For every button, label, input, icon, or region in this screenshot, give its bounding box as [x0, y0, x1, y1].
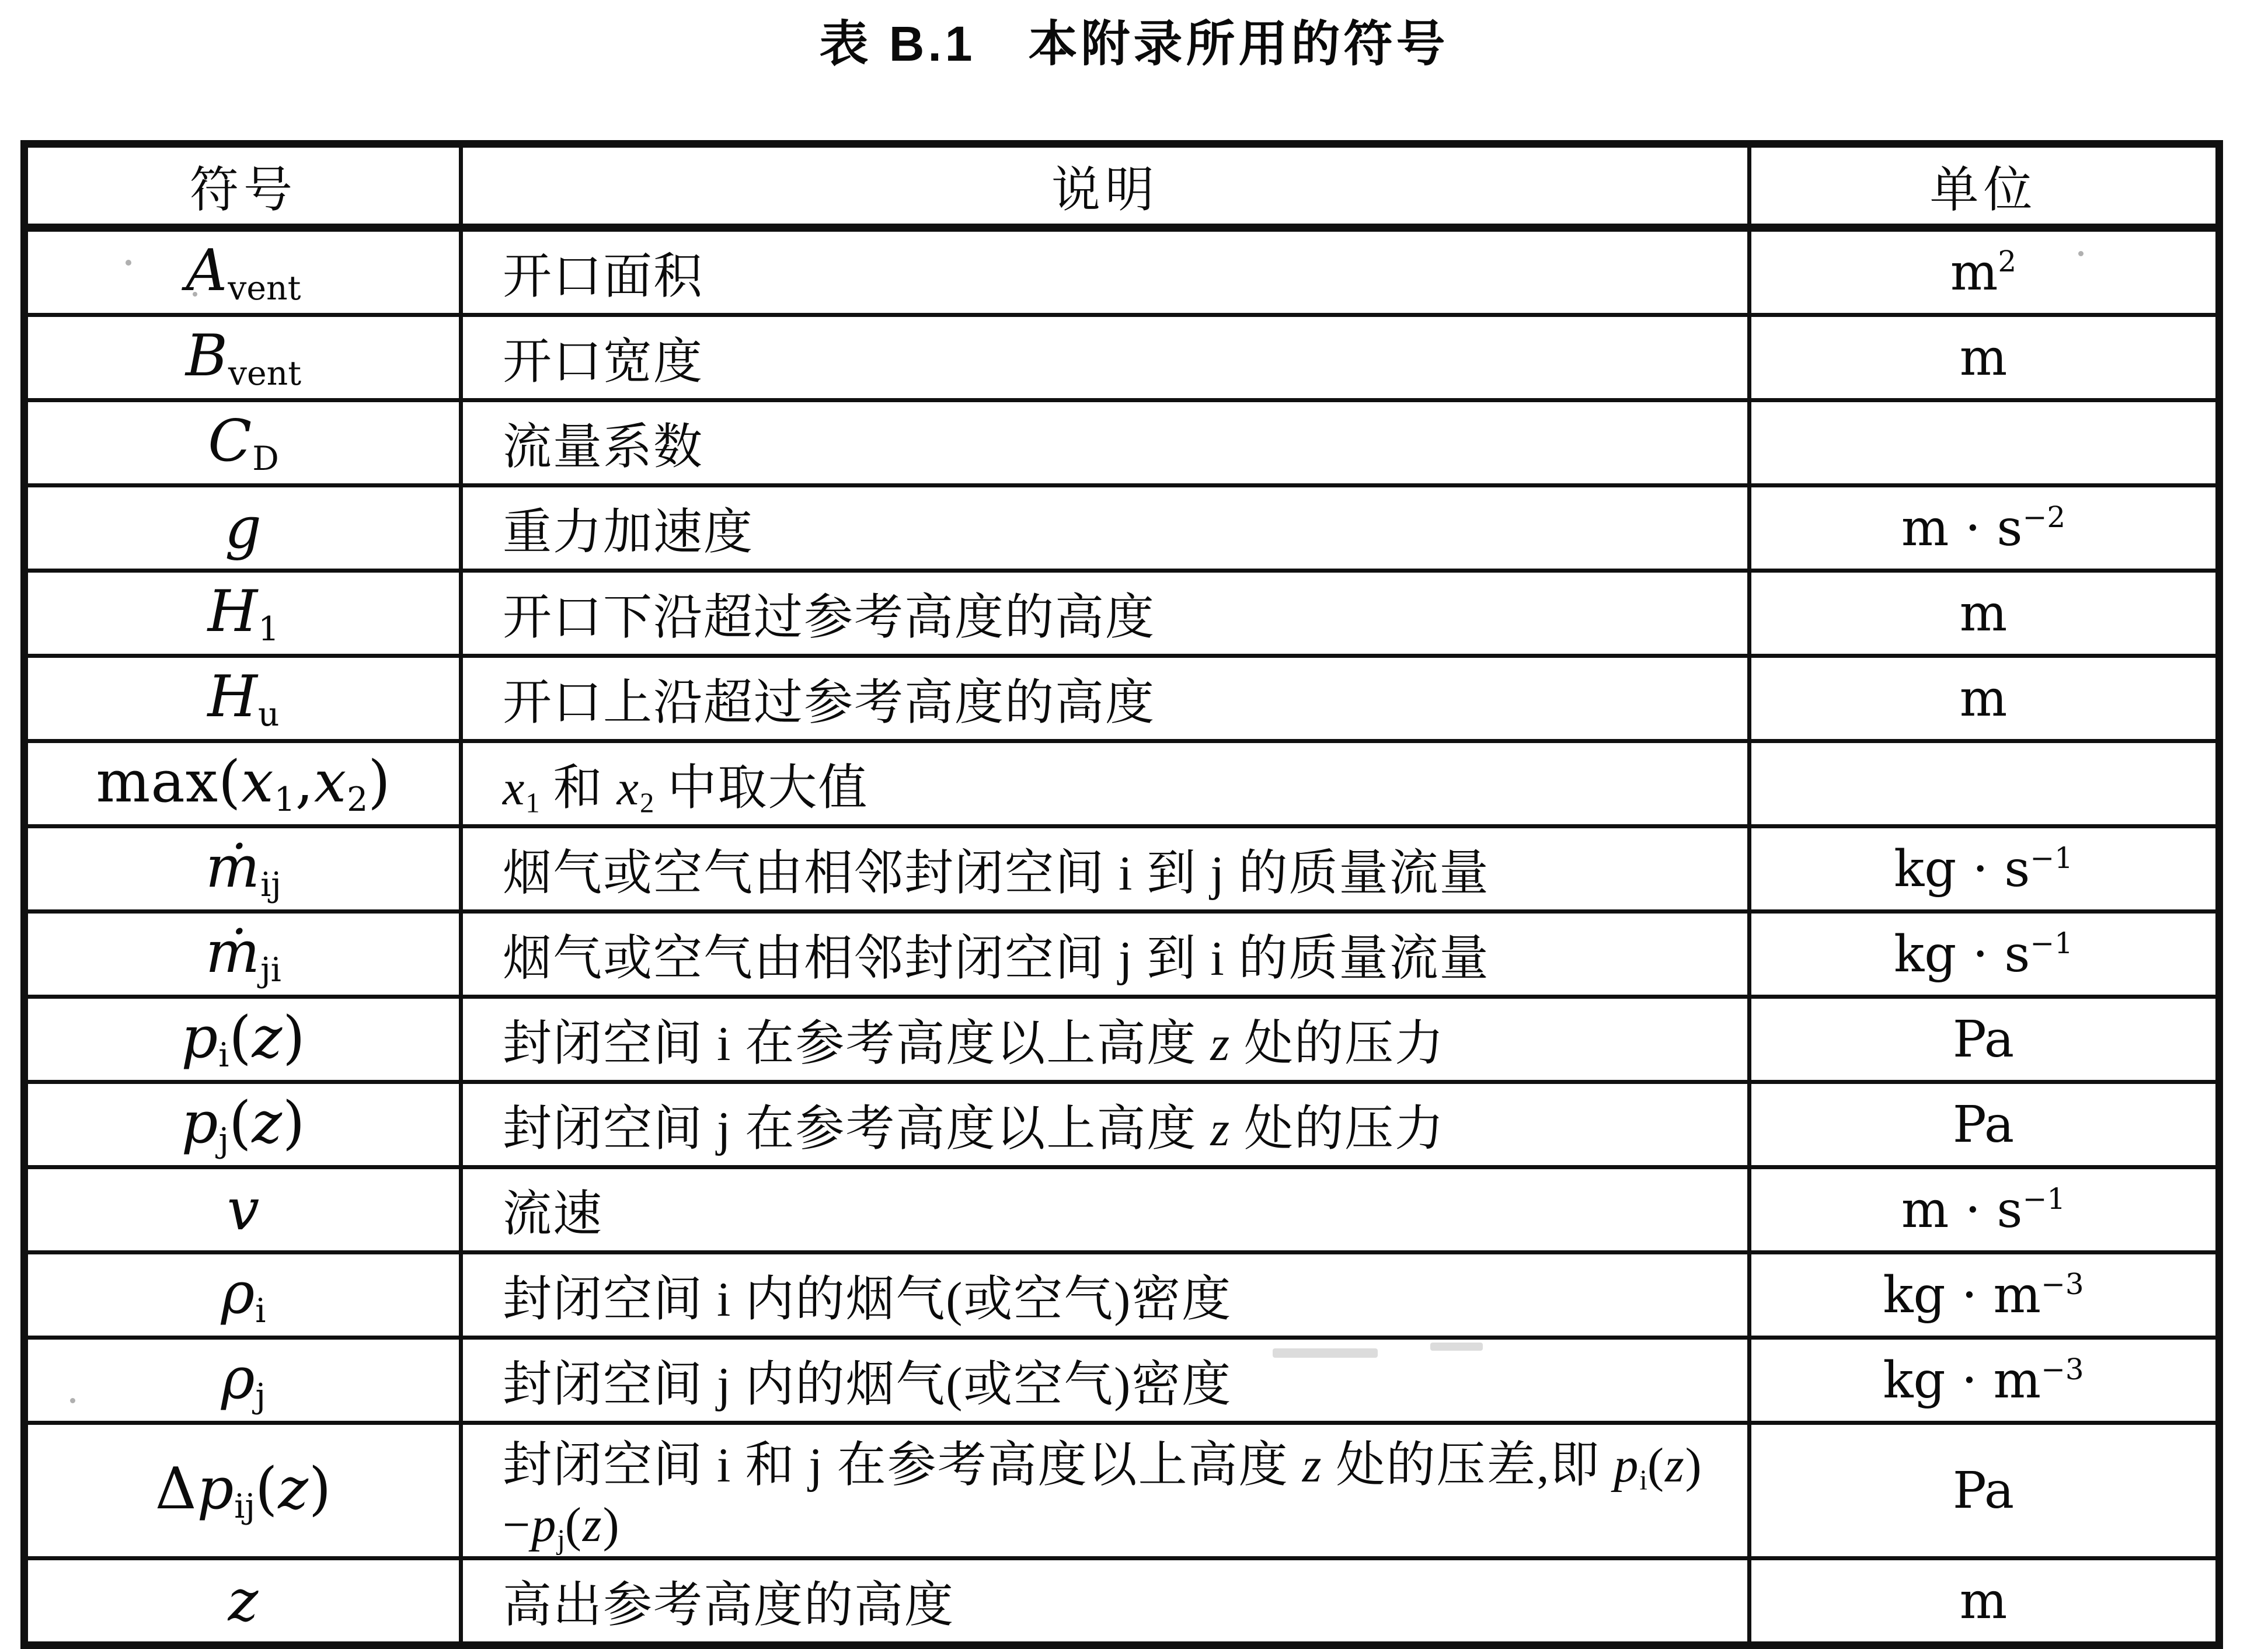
- header-row: [25, 144, 2220, 228]
- symbol-cell: pj(z): [25, 1082, 461, 1167]
- description-cell: 流量系数: [461, 400, 1750, 486]
- unit-cell: m: [1750, 315, 2220, 400]
- table-row: [25, 571, 2220, 656]
- symbol-cell: pi(z): [25, 997, 461, 1082]
- symbol-cell: z: [25, 1559, 461, 1645]
- header-symbol: 符号: [25, 144, 461, 228]
- symbol-cell: ṁji: [25, 912, 461, 997]
- table-row: [25, 1082, 2220, 1167]
- symbol-cell: Hu: [25, 656, 461, 741]
- symbol-cell: H1: [25, 571, 461, 656]
- description-cell: 开口面积: [461, 228, 1750, 315]
- description-cell: 封闭空间 j 在参考高度以上高度 z 处的压力: [461, 1082, 1750, 1167]
- symbol-cell: ρi: [25, 1253, 461, 1338]
- description-cell: 封闭空间 j 内的烟气(或空气)密度: [461, 1338, 1750, 1423]
- unit-cell: m: [1750, 1559, 2220, 1645]
- header-unit: 单位: [1750, 144, 2220, 228]
- unit-cell: kg · $s^{-1}$: [1750, 827, 2220, 912]
- table-row: [25, 741, 2220, 827]
- table-row: [25, 656, 2220, 741]
- symbols-table: [20, 140, 2223, 1649]
- unit-cell: kg · $m^{-3}$: [1750, 1253, 2220, 1338]
- description-cell: 流速: [461, 1167, 1750, 1253]
- table-row: [25, 1338, 2220, 1423]
- description-cell: 封闭空间 i 和 j 在参考高度以上高度 z 处的压差,即 pi(z)−pj(z): [461, 1423, 1750, 1559]
- unit-cell: m: [1750, 571, 2220, 656]
- unit-cell: Pa: [1750, 997, 2220, 1082]
- symbol-cell: CD: [25, 400, 461, 486]
- table-row: [25, 997, 2220, 1082]
- unit-cell: [1750, 741, 2220, 827]
- description-cell: 烟气或空气由相邻封闭空间 i 到 j 的质量流量: [461, 827, 1750, 912]
- table-row: [25, 1253, 2220, 1338]
- symbol-cell: max(x1,x2): [25, 741, 461, 827]
- description-cell: 开口下沿超过参考高度的高度: [461, 571, 1750, 656]
- description-cell: 烟气或空气由相邻封闭空间 j 到 i 的质量流量: [461, 912, 1750, 997]
- table-title: 表 B.1 本附录所用的符号: [819, 16, 1449, 71]
- description-cell: 高出参考高度的高度: [461, 1559, 1750, 1645]
- description-cell: 封闭空间 i 在参考高度以上高度 z 处的压力: [461, 997, 1750, 1082]
- table-row: [25, 1559, 2220, 1645]
- symbol-cell: g: [25, 486, 461, 571]
- symbol-cell: Avent: [25, 228, 461, 315]
- table-row: [25, 827, 2220, 912]
- symbol-cell: ṁij: [25, 827, 461, 912]
- unit-cell: kg · $m^{-3}$: [1750, 1338, 2220, 1423]
- unit-cell: $m \cdot s^{-2}$: [1750, 486, 2220, 571]
- table-row: [25, 912, 2220, 997]
- symbol-cell: v: [25, 1167, 461, 1253]
- unit-cell: Pa: [1750, 1082, 2220, 1167]
- description-cell: 封闭空间 i 内的烟气(或空气)密度: [461, 1253, 1750, 1338]
- table-row: [25, 315, 2220, 400]
- table-row: [25, 486, 2220, 571]
- table-row: [25, 1423, 2220, 1559]
- unit-cell: Pa: [1750, 1423, 2220, 1559]
- symbol-cell: ρj: [25, 1338, 461, 1423]
- unit-cell: $m \cdot s^{-1}$: [1750, 1167, 2220, 1253]
- description-cell: 重力加速度: [461, 486, 1750, 571]
- description-cell: 开口上沿超过参考高度的高度: [461, 656, 1750, 741]
- table-row: [25, 228, 2220, 315]
- table-row: [25, 400, 2220, 486]
- symbol-cell: Bvent: [25, 315, 461, 400]
- symbol-cell: Δpij(z): [25, 1423, 461, 1559]
- unit-cell: kg · $s^{-1}$: [1750, 912, 2220, 997]
- description-cell: x1 和 x2 中取大值: [461, 741, 1750, 827]
- unit-cell: [1750, 400, 2220, 486]
- unit-cell: $m^2$: [1750, 228, 2220, 315]
- table-row: [25, 1167, 2220, 1253]
- header-description: 说明: [461, 144, 1750, 228]
- description-cell: 开口宽度: [461, 315, 1750, 400]
- unit-cell: m: [1750, 656, 2220, 741]
